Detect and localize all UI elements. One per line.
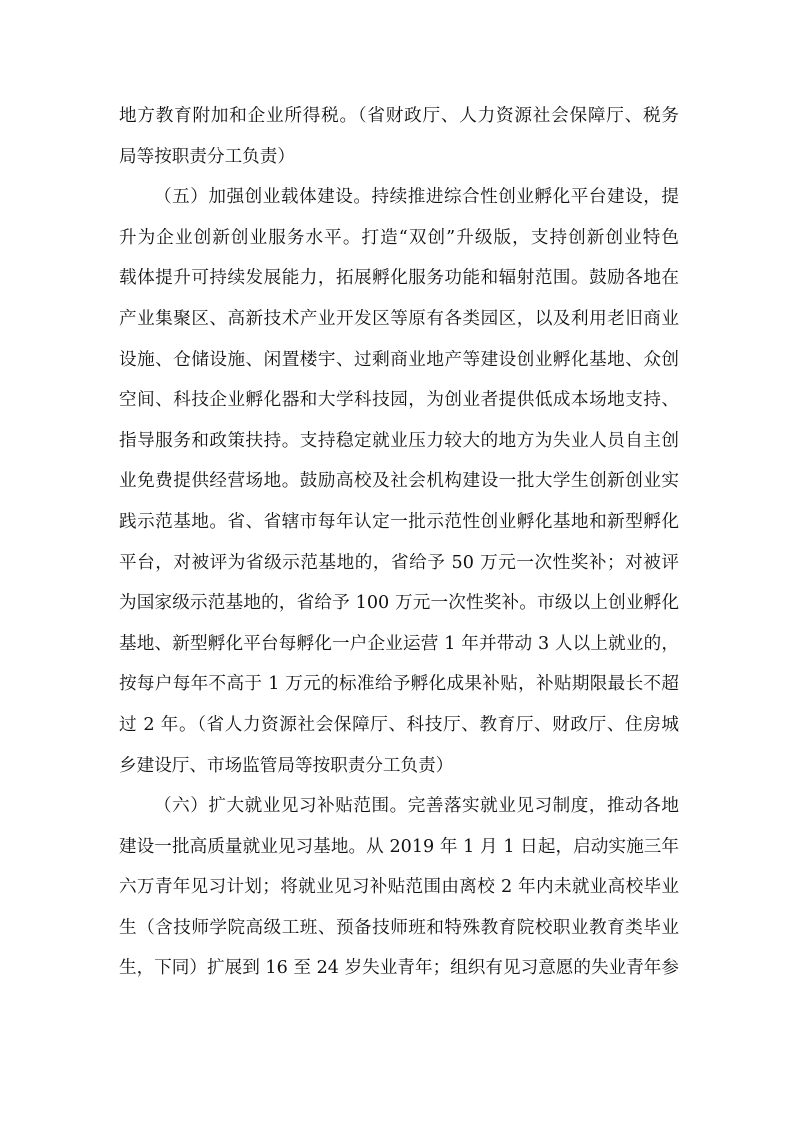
text-line: 生（含技师学院高级工班、预备技师班和特殊教育院校职业教育类毕业: [119, 917, 679, 938]
text-line: 过 2 年。（省人力资源社会保障厅、科技厅、教育厅、财政厅、住房城: [119, 714, 679, 735]
text-line: 业免费提供经营场地。鼓励高校及社会机构建设一批大学生创新创业实: [119, 471, 679, 492]
text-line: 地方教育附加和企业所得税。（省财政厅、人力资源社会保障厅、税务: [119, 106, 679, 126]
text-line: 空间、科技企业孵化器和大学科技园，为创业者提供低成本场地支持、: [119, 390, 679, 411]
text-line: 为国家级示范基地的，省给予 100 万元一次性奖补。市级以上创业孵化: [119, 593, 679, 614]
text-line: 载体提升可持续发展能力，拓展孵化服务功能和辐射范围。鼓励各地在: [119, 268, 679, 289]
text-line: 按每户每年不高于 1 万元的标准给予孵化成果补贴，补贴期限最长不超: [119, 674, 679, 695]
section-heading-line: （五）加强创业载体建设。持续推进综合性创业孵化平台建设，提: [154, 187, 679, 208]
document-body: [119, 96, 679, 989]
text-line: 践示范基地。省、省辖市每年认定一批示范性创业孵化基地和新型孵化: [119, 511, 679, 532]
section-heading-line: （六）扩大就业见习补贴范围。完善落实就业见习制度，推动各地: [154, 796, 679, 817]
text-line: 产业集聚区、高新技术产业开发区等原有各类园区，以及利用老旧商业: [119, 308, 679, 329]
text-line: 乡建设厅、市场监管局等按职责分工负责）: [119, 755, 454, 776]
text-line: 设施、仓储设施、闲置楼宇、过剩商业地产等建设创业孵化基地、众创: [119, 349, 679, 370]
text-line: 生，下同）扩展到 16 至 24 岁失业青年；组织有见习意愿的失业青年参: [119, 958, 679, 979]
text-line: 局等按职责分工负责）: [119, 146, 295, 167]
text-line: 建设一批高质量就业见习基地。从 2019 年 1 月 1 日起，启动实施三年: [119, 836, 679, 857]
text-line: 指导服务和政策扶持。支持稳定就业压力较大的地方为失业人员自主创: [119, 430, 679, 451]
text-line: 基地、新型孵化平台每孵化一户企业运营 1 年并带动 3 人以上就业的，: [119, 633, 679, 654]
text-line: 六万青年见习计划；将就业见习补贴范围由离校 2 年内未就业高校毕业: [119, 877, 679, 898]
text-line: 平台，对被评为省级示范基地的，省给予 50 万元一次性奖补；对被评: [119, 552, 679, 573]
text-line: 升为企业创新创业服务水平。打造“双创”升级版，支持创新创业特色: [119, 227, 679, 248]
